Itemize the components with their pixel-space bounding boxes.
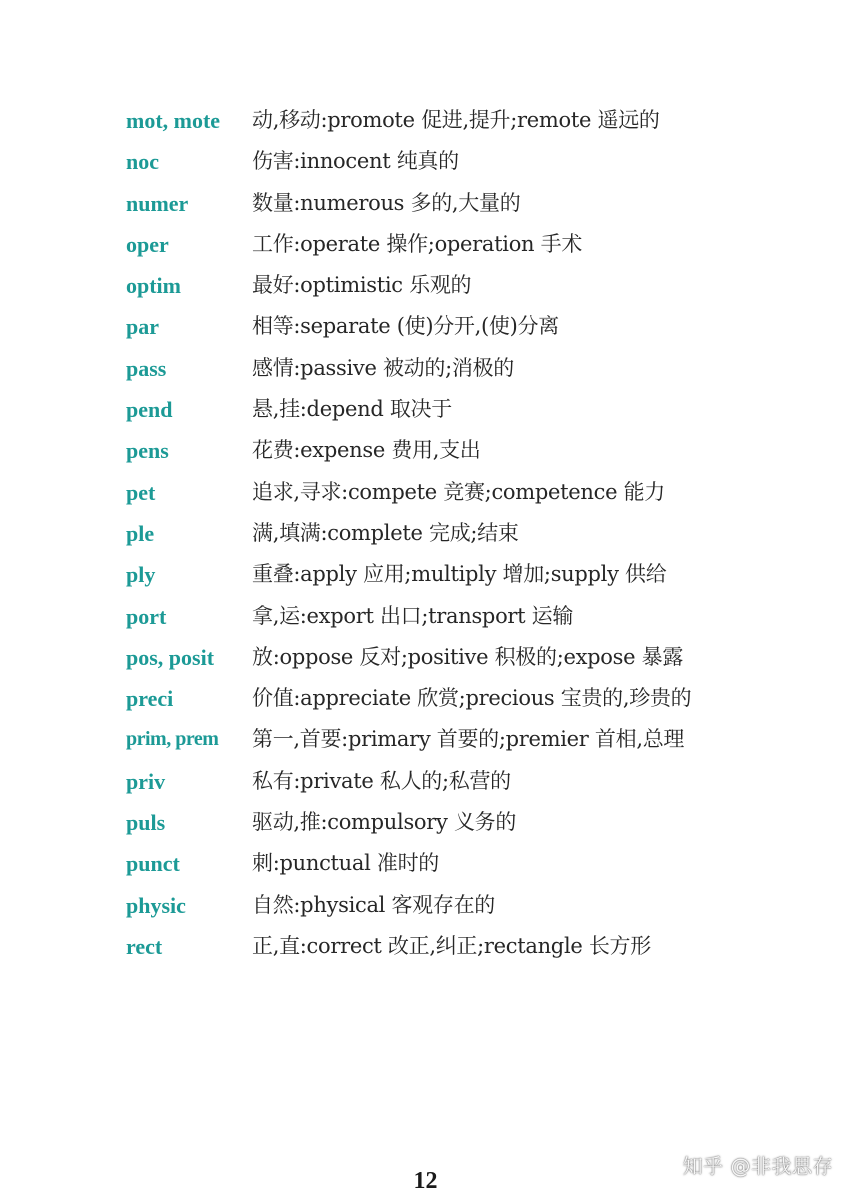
word-root: priv bbox=[126, 768, 166, 794]
root-definition: 私有:private 私人的;私营的 bbox=[252, 768, 511, 793]
word-root: punct bbox=[126, 851, 180, 877]
watermark: 知乎 @非我思存 bbox=[682, 1154, 833, 1178]
page-number: 12 bbox=[413, 1168, 438, 1194]
root-definition: 满,填满:complete 完成;结束 bbox=[252, 520, 519, 545]
list-item bbox=[126, 843, 726, 884]
word-root: rect bbox=[126, 933, 163, 959]
root-definition: 相等:separate (使)分开,(使)分离 bbox=[252, 314, 559, 339]
list-item bbox=[126, 802, 726, 843]
list-item bbox=[126, 761, 726, 802]
root-definition: 最好:optimistic 乐观的 bbox=[252, 273, 472, 298]
list-item bbox=[126, 389, 726, 430]
word-root: puls bbox=[126, 810, 166, 836]
word-root: oper bbox=[126, 231, 169, 257]
list-item bbox=[126, 554, 726, 595]
word-root: prim, prem bbox=[126, 728, 219, 751]
word-root: numer bbox=[126, 190, 189, 216]
root-definition: 重叠:apply 应用;multiply 增加;supply 供给 bbox=[252, 562, 667, 587]
word-root: pend bbox=[126, 397, 173, 423]
word-root: preci bbox=[126, 686, 174, 712]
list-item bbox=[126, 885, 726, 926]
root-definition: 工作:operate 操作;operation 手术 bbox=[252, 231, 583, 256]
list-item bbox=[126, 348, 726, 389]
list-item bbox=[126, 926, 726, 967]
word-root: optim bbox=[126, 273, 181, 299]
list-item bbox=[126, 265, 726, 306]
word-root: port bbox=[126, 603, 167, 629]
word-root: physic bbox=[126, 892, 186, 918]
root-definition: 驱动,推:compulsory 义务的 bbox=[252, 810, 517, 835]
word-root: ply bbox=[126, 562, 156, 588]
word-root-list bbox=[126, 100, 726, 967]
root-definition: 刺:punctual 准时的 bbox=[252, 851, 440, 876]
list-item bbox=[126, 513, 726, 554]
word-root: noc bbox=[126, 149, 159, 175]
word-root: pass bbox=[126, 355, 167, 381]
root-definition: 花费:expense 费用,支出 bbox=[252, 438, 481, 463]
root-definition: 价值:appreciate 欣赏;precious 宝贵的,珍贵的 bbox=[252, 686, 692, 711]
word-root: pet bbox=[126, 479, 156, 505]
list-item bbox=[126, 719, 726, 760]
list-item bbox=[126, 100, 726, 141]
root-definition: 拿,运:export 出口;transport 运输 bbox=[252, 603, 574, 628]
root-definition: 悬,挂:depend 取决于 bbox=[252, 397, 452, 422]
word-root: pos, posit bbox=[126, 644, 215, 670]
root-definition: 动,移动:promote 促进,提升;remote 遥远的 bbox=[252, 108, 660, 132]
word-root: ple bbox=[126, 520, 155, 546]
root-definition: 自然:physical 客观存在的 bbox=[252, 892, 495, 917]
root-definition: 伤害:innocent 纯真的 bbox=[252, 149, 459, 174]
root-definition: 感情:passive 被动的;消极的 bbox=[252, 355, 514, 380]
list-item bbox=[126, 306, 726, 347]
list-item bbox=[126, 224, 726, 265]
list-item bbox=[126, 430, 726, 471]
root-definition: 追求,寻求:compete 竞赛;competence 能力 bbox=[252, 479, 665, 504]
list-item bbox=[126, 678, 726, 719]
word-root: pens bbox=[126, 438, 169, 464]
list-item bbox=[126, 141, 726, 182]
root-definition: 第一,首要:primary 首要的;premier 首相,总理 bbox=[252, 727, 685, 752]
list-item bbox=[126, 637, 726, 678]
word-root: mot, mote bbox=[126, 108, 221, 133]
word-root: par bbox=[126, 314, 159, 340]
list-item bbox=[126, 596, 726, 637]
root-definition: 数量:numerous 多的,大量的 bbox=[252, 190, 521, 215]
list-item bbox=[126, 472, 726, 513]
root-definition: 放:oppose 反对;positive 积极的;expose 暴露 bbox=[252, 644, 684, 669]
list-item bbox=[126, 183, 726, 224]
root-definition: 正,直:correct 改正,纠正;rectangle 长方形 bbox=[252, 933, 651, 958]
